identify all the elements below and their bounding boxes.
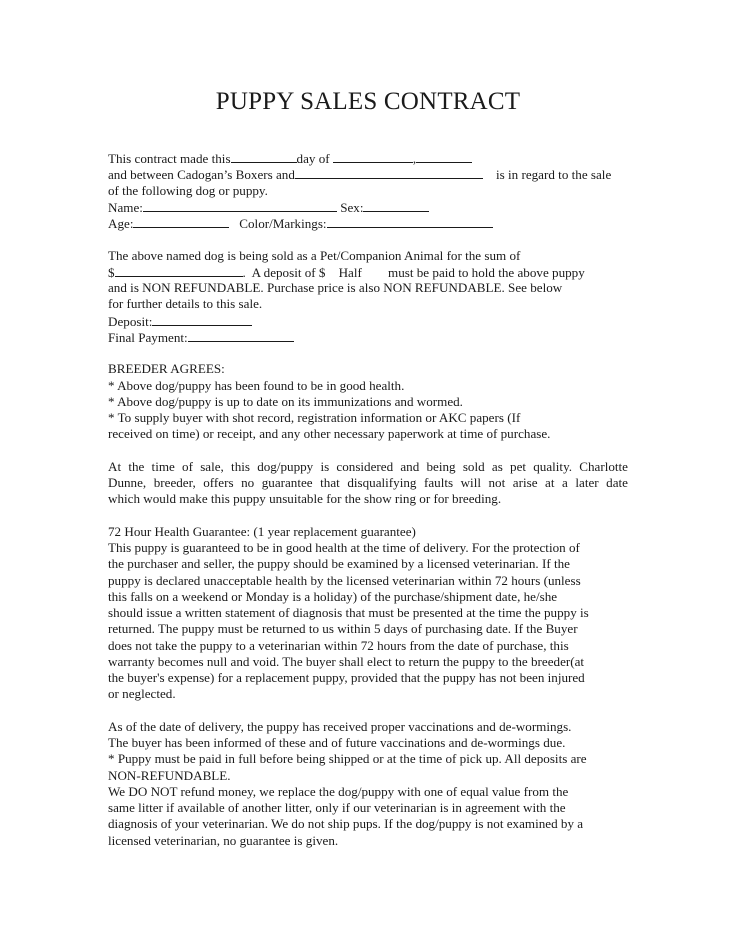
sale-price-line: The above named dog is being sold as a Pet/Companion Animal for the sum of	[108, 247, 521, 263]
guarantee-line: This puppy is guaranteed to be in good health at the time of delivery. For the protection of	[108, 540, 580, 555]
deposit-blank[interactable]	[152, 313, 252, 326]
age-blank[interactable]	[133, 215, 229, 228]
parties-line: and between Cadogan’s Boxers and is in regard to the sale	[108, 167, 612, 183]
guarantee-line: does not take the puppy to a veterinarian within 72 hours from the date of purchase, this	[108, 637, 569, 653]
dog-name-blank[interactable]	[143, 199, 337, 212]
guarantee-line: this falls on a weekend or Monday is a holiday) of the purchase/shipment date, he/she	[108, 588, 558, 604]
quality-paragraph-line: At the time of sale, this dog/puppy is considered and being sold as pet quality. Charlotte	[108, 458, 628, 474]
delivery-line: We DO NOT refund money, we replace the dog/puppy with one of equal value from the	[108, 783, 569, 799]
final-payment-blank[interactable]	[188, 329, 294, 342]
color-label: Color/Markings:	[239, 216, 327, 231]
health-guarantee-heading: 72 Hour Health Guarantee: (1 year replacement guarantee)	[108, 523, 416, 539]
breeder-agrees-heading: BREEDER AGREES:	[108, 361, 225, 377]
delivery-line: same litter if available of another litter, only if our veterinarian is in agreement with the	[108, 800, 566, 815]
delivery-line: licensed veterinarian, no guarantee is given.	[108, 832, 339, 848]
quality-paragraph-line: Dunne, breeder, offers no guarantee that disqualifying faults will not arise at a later date	[108, 475, 628, 490]
guarantee-line: puppy is declared unacceptable health by the licensed veterinarian within 72 hours (unless	[108, 572, 581, 588]
price-blank[interactable]	[115, 264, 243, 277]
breeder-item: received on time) or receipt, and any other necessary paperwork at time of purchase.	[108, 426, 551, 442]
age-label: Age:	[108, 216, 134, 231]
guarantee-line: the purchaser and seller, the puppy should be examined by a licensed veterinarian. If the	[108, 556, 570, 572]
breeder-item: * To supply buyer with shot record, registration information or AKC papers (If	[108, 410, 521, 425]
color-blank[interactable]	[327, 215, 493, 228]
document-title: PUPPY SALES CONTRACT	[215, 88, 521, 115]
guarantee-line: should issue a written statement of diagnosis that must be presented at the time the puppy is	[108, 605, 589, 620]
contract-body	[108, 150, 628, 849]
name-sex-line	[108, 199, 628, 215]
buyer-name-blank[interactable]	[295, 166, 483, 179]
deposit-line	[108, 313, 628, 329]
deposit-amount-line: $ . A deposit of $ Half must be paid to hold the above puppy	[108, 264, 585, 280]
year-blank[interactable]	[416, 150, 472, 163]
further-details-line: for further details to this sale.	[108, 296, 263, 312]
guarantee-line: returned. The puppy must be returned to us within 5 days of purchasing date. If the Buyer	[108, 621, 578, 637]
breeder-item: * Above dog/puppy has been found to be in good health.	[108, 377, 405, 393]
day-blank[interactable]	[231, 150, 297, 163]
delivery-line: NON-REFUNDABLE.	[108, 767, 231, 783]
final-payment-label: Final Payment:	[108, 329, 188, 345]
month-blank[interactable]	[333, 150, 413, 163]
delivery-line: diagnosis of your veterinarian. We do not ship pups. If the dog/puppy is not examined by a	[108, 816, 584, 832]
deposit-label: Deposit:	[108, 313, 153, 329]
breeder-item: * Above dog/puppy is up to date on its immunizations and wormed.	[108, 393, 463, 409]
guarantee-line: warranty becomes null and void. The buyer shall elect to return the puppy to the breeder(at	[108, 653, 585, 669]
sex-label: Sex:	[340, 199, 364, 215]
sale-subject-line: of the following dog or puppy.	[108, 182, 268, 198]
quality-paragraph-line: which would make this puppy unsuitable for the show ring or for breeding.	[108, 491, 502, 507]
delivery-line: The buyer has been informed of these and of future vaccinations and de-wormings due.	[108, 735, 566, 750]
delivery-line: * Puppy must be paid in full before being shipped or at the time of pick up. All deposits are	[108, 751, 587, 767]
guarantee-line: or neglected.	[108, 686, 176, 702]
refund-policy-line: and is NON REFUNDABLE. Purchase price is also NON REFUNDABLE. See below	[108, 280, 563, 295]
delivery-line: As of the date of delivery, the puppy has received proper vaccinations and de-wormings.	[108, 718, 572, 734]
age-color-line	[108, 215, 628, 231]
contract-date-line: This contract made this day of ,	[108, 150, 628, 166]
guarantee-line: the buyer's expense) for a replacement puppy, provided that the puppy has not been injured	[108, 670, 585, 685]
final-payment-line	[108, 329, 628, 345]
name-label: Name:	[108, 199, 143, 215]
sex-blank[interactable]	[363, 199, 429, 212]
